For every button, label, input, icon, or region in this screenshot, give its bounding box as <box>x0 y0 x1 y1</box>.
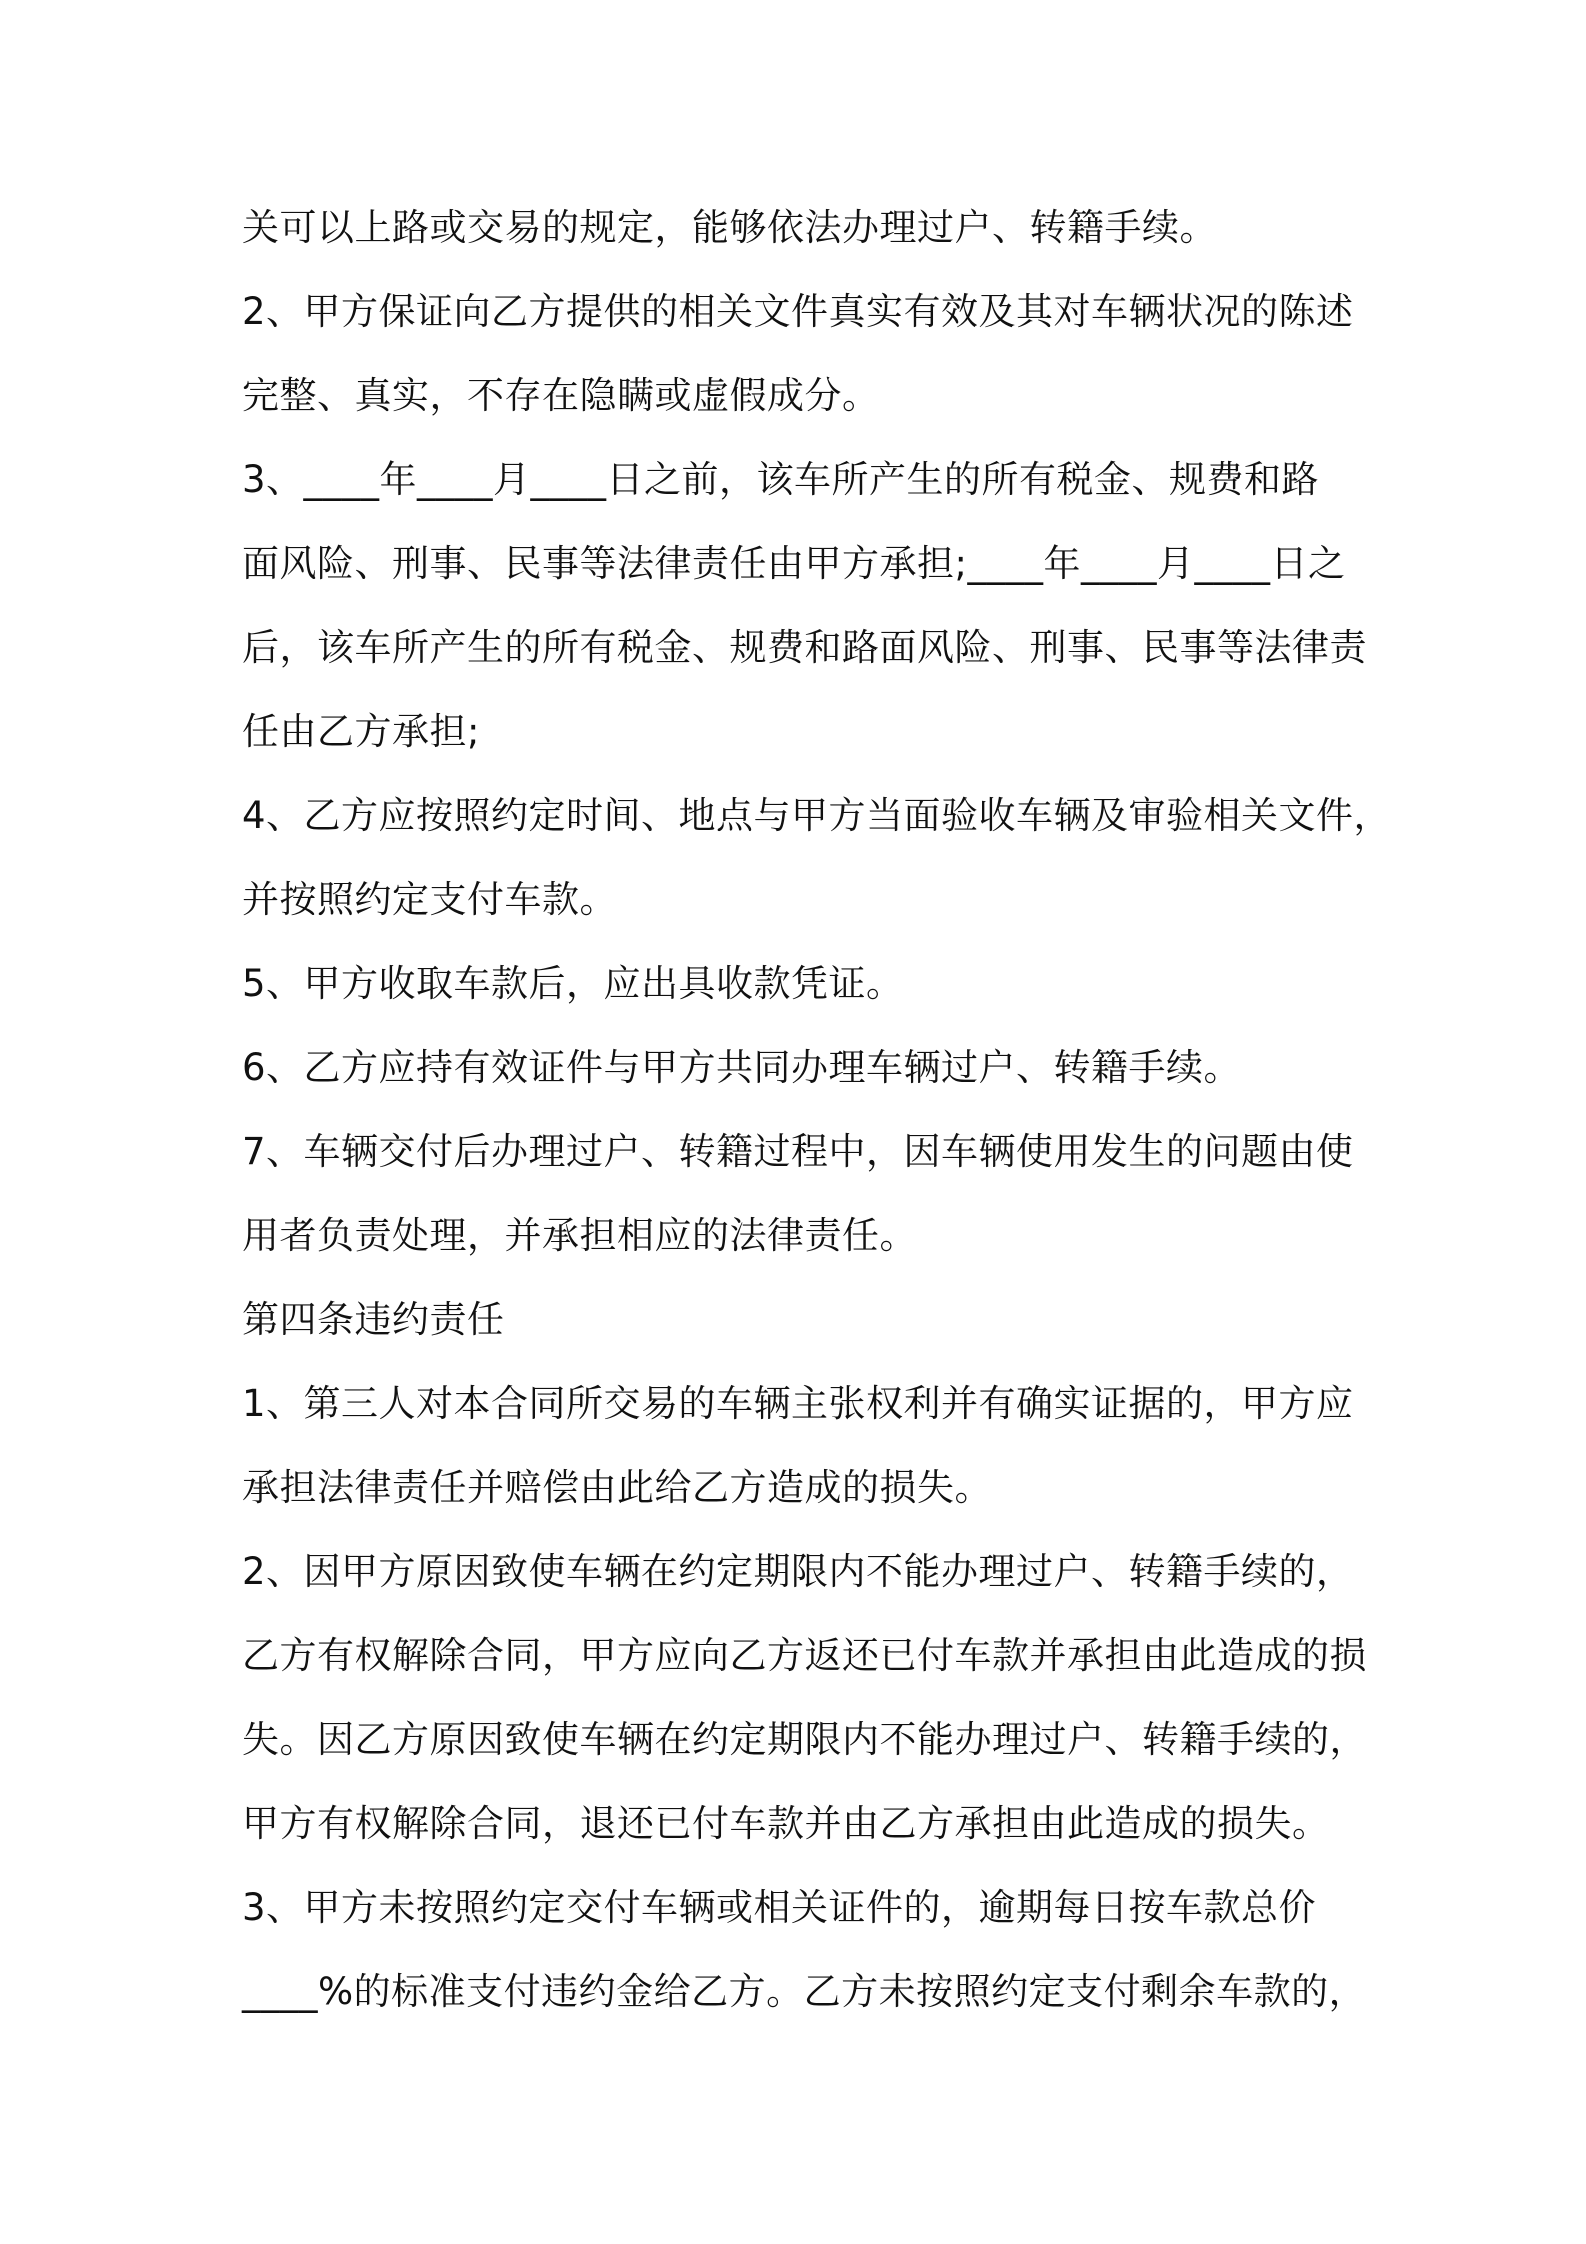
clause-4-line-1: 4、乙方应按照约定时间、地点与甲方当面验收车辆及审验相关文件， <box>242 794 1392 837</box>
clause-6-line-1: 6、乙方应持有效证件与甲方共同办理车辆过户、转籍手续。 <box>242 1046 1242 1089</box>
breach-1-line-1: 1、第三人对本合同所交易的车辆主张权利并有确实证据的，甲方应 <box>242 1382 1354 1425</box>
clause-3-line-4: 任由乙方承担; <box>242 710 480 753</box>
breach-2-line-3: 失。因乙方原因致使车辆在约定期限内不能办理过户、转籍手续的， <box>242 1718 1367 1761</box>
section-heading: 第四条违约责任 <box>242 1298 505 1341</box>
clause-7-line-1: 7、车辆交付后办理过户、转籍过程中，因车辆使用发生的问题由使 <box>242 1130 1354 1173</box>
text-line: 关可以上路或交易的规定，能够依法办理过户、转籍手续。 <box>242 206 1217 249</box>
clause-3-line-3: 后，该车所产生的所有税金、规费和路面风险、刑事、民事等法律责 <box>242 626 1367 669</box>
clause-4-line-2: 并按照约定支付车款。 <box>242 878 617 921</box>
breach-2-line-1: 2、因甲方原因致使车辆在约定期限内不能办理过户、转籍手续的， <box>242 1550 1354 1593</box>
clause-3-line-1: 3、____年____月____日之前，该车所产生的所有税金、规费和路 <box>242 458 1320 501</box>
breach-3-line-1: 3、甲方未按照约定交付车辆或相关证件的，逾期每日按车款总价 <box>242 1886 1317 1929</box>
clause-2-line-1: 2、甲方保证向乙方提供的相关文件真实有效及其对车辆状况的陈述 <box>242 290 1354 333</box>
breach-2-line-4: 甲方有权解除合同，退还已付车款并由乙方承担由此造成的损失。 <box>242 1802 1330 1845</box>
breach-2-line-2: 乙方有权解除合同，甲方应向乙方返还已付车款并承担由此造成的损 <box>242 1634 1367 1677</box>
clause-5-line-1: 5、甲方收取车款后，应出具收款凭证。 <box>242 962 904 1005</box>
clause-3-line-2: 面风险、刑事、民事等法律责任由甲方承担;____年____月____日之 <box>242 542 1346 585</box>
clause-7-line-2: 用者负责处理，并承担相应的法律责任。 <box>242 1214 917 1257</box>
breach-3-line-2: ____%的标准支付违约金给乙方。乙方未按照约定支付剩余车款的， <box>242 1970 1367 2013</box>
clause-2-line-2: 完整、真实，不存在隐瞒或虚假成分。 <box>242 374 880 417</box>
breach-1-line-2: 承担法律责任并赔偿由此给乙方造成的损失。 <box>242 1466 992 1509</box>
